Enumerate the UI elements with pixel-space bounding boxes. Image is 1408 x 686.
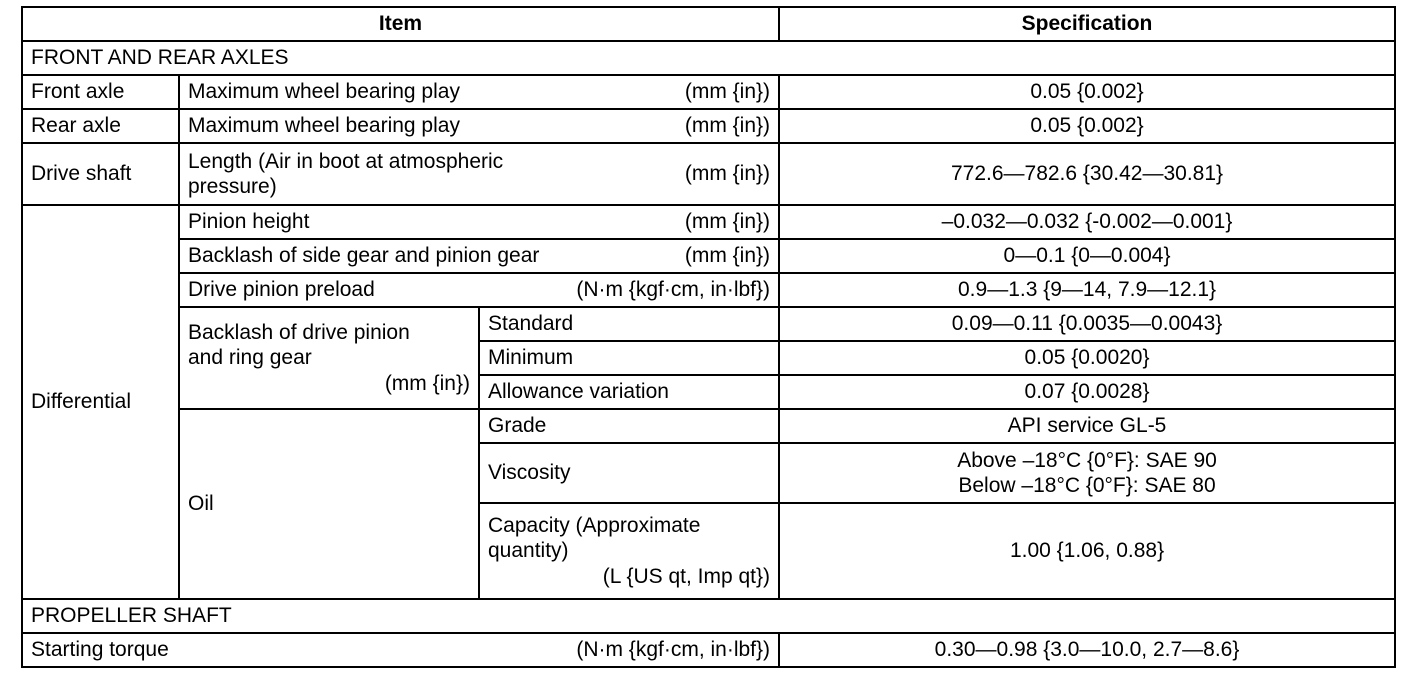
table-row: [22, 239, 1395, 273]
item-label: Maximum wheel bearing play: [188, 114, 460, 138]
group-drive-shaft: Drive shaft: [22, 143, 179, 205]
section-front-rear-axles: FRONT AND REAR AXLES: [22, 41, 1395, 75]
spec-value: 0.05 {0.002}: [779, 109, 1395, 143]
section-propeller-shaft: PROPELLER SHAFT: [22, 599, 1395, 633]
item-label: Backlash of drive pinion and ring gear: [188, 321, 410, 370]
table-row: [22, 409, 1395, 443]
group-front-axle: Front axle: [22, 75, 179, 109]
table-row: [22, 633, 1395, 667]
item-label: Length (Air in boot at atmospheric pressure): [188, 149, 504, 198]
spec-value: –0.032—0.032 {-0.002—0.001}: [779, 205, 1395, 239]
sub-item-label: Grade: [479, 409, 779, 443]
header-item: Item: [22, 7, 779, 41]
sub-item-label: Allowance variation: [479, 375, 779, 409]
sub-item-cell: [479, 503, 779, 599]
spec-value: 772.6—782.6 {30.42—30.81}: [779, 143, 1395, 205]
unit-label: (N·m {kgf·cm, in·lbf}): [576, 638, 771, 662]
unit-label: (mm {in}): [684, 114, 771, 138]
item-cell: [22, 633, 779, 667]
table-row: [22, 205, 1395, 239]
spec-value: 0.05 {0.002}: [779, 75, 1395, 109]
table-header-row: [22, 7, 1395, 41]
specification-table: [21, 6, 1396, 668]
spec-value: API service GL-5: [779, 409, 1395, 443]
item-cell: [179, 143, 779, 205]
item-label: Backlash of side gear and pinion gear: [188, 244, 540, 268]
item-label: Maximum wheel bearing play: [188, 80, 460, 104]
unit-label: (mm {in}): [684, 210, 771, 234]
unit-label: (mm {in}): [684, 244, 771, 268]
unit-label: (N·m {kgf·cm, in·lbf}): [576, 278, 771, 302]
table-row: [22, 273, 1395, 307]
group-differential: Differential: [22, 205, 179, 599]
table-row: [22, 143, 1395, 205]
spec-line: Above –18°C {0°F}: SAE 90: [957, 448, 1217, 472]
item-label: Drive pinion preload: [188, 278, 375, 302]
header-specification: Specification: [779, 7, 1395, 41]
item-cell: [179, 273, 779, 307]
spec-value: 1.00 {1.06, 0.88}: [779, 503, 1395, 599]
section-row: [22, 599, 1395, 633]
section-row: [22, 41, 1395, 75]
item-cell: [179, 205, 779, 239]
unit-label: (mm {in}): [684, 162, 771, 186]
item-cell: [179, 75, 779, 109]
sub-item-label: Minimum: [479, 341, 779, 375]
spec-line: Below –18°C {0°F}: SAE 80: [958, 474, 1216, 497]
table-row: [22, 109, 1395, 143]
spec-value: 0.07 {0.0028}: [779, 375, 1395, 409]
spec-value: 0—0.1 {0—0.004}: [779, 239, 1395, 273]
spec-value: 0.9—1.3 {9—14, 7.9—12.1}: [779, 273, 1395, 307]
oil-cell: Oil: [179, 409, 479, 599]
item-label: Starting torque: [31, 638, 169, 662]
item-cell: [179, 239, 779, 273]
table-row: [22, 307, 1395, 341]
table-row: [22, 75, 1395, 109]
item-cell: [179, 307, 479, 409]
sub-item-label: Viscosity: [479, 443, 779, 503]
unit-label: (mm {in}): [684, 80, 771, 104]
sub-item-label: Capacity (Approximate quantity): [488, 514, 701, 563]
unit-label: (mm {in}): [384, 371, 470, 395]
sub-item-label: Standard: [479, 307, 779, 341]
spec-value: 0.09—0.11 {0.0035—0.0043}: [779, 307, 1395, 341]
spec-value: 0.30—0.98 {3.0—10.0, 2.7—8.6}: [779, 633, 1395, 667]
unit-label: (L {US qt, Imp qt}): [602, 564, 771, 588]
item-label: Pinion height: [188, 210, 310, 234]
group-rear-axle: Rear axle: [22, 109, 179, 143]
item-cell: [179, 109, 779, 143]
spec-value: 0.05 {0.0020}: [779, 341, 1395, 375]
spec-value: [779, 443, 1395, 503]
